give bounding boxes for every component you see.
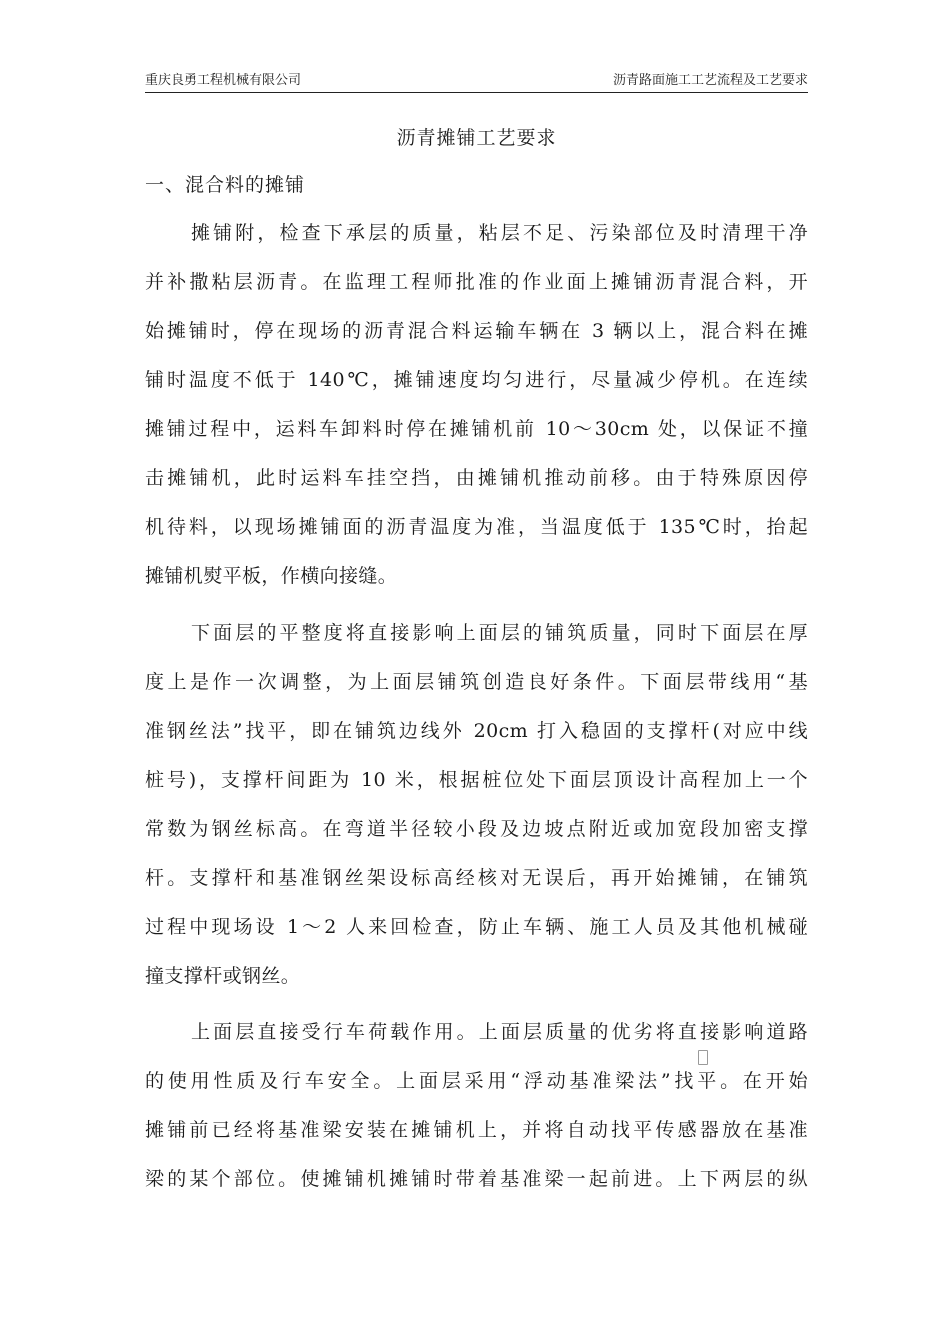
paragraph-line: 铺时温度不低于 140℃，摊铺速度均匀进行，尽量减少停机。在连续	[145, 369, 808, 391]
paragraph-line: 并补撒粘层沥青。在监理工程师批准的作业面上摊铺沥青混合料，开	[145, 271, 808, 293]
header-document-title: 沥青路面施工工艺流程及工艺要求	[612, 73, 808, 88]
paragraph-upper-layer	[145, 1017, 808, 1213]
paragraph-line: 机待料，以现场摊铺面的沥青温度为准，当温度低于 135℃时，抬起	[145, 516, 808, 538]
paragraph-line: 下面层的平整度将直接影响上面层的铺筑质量，同时下面层在厚	[191, 622, 808, 644]
section-heading: 一、混合料的摊铺	[145, 174, 306, 196]
paragraph-line: 准钢丝法”找平，即在铺筑边线外 20cm 打入稳固的支撑杆(对应中线	[145, 720, 808, 742]
page-title: 沥青摊铺工艺要求	[396, 127, 557, 149]
paragraph-line: 摊铺过程中，运料车卸料时停在摊铺机前 10～30cm 处，以保证不撞	[145, 418, 808, 440]
paragraph-line: 击摊铺机，此时运料车挂空挡，由摊铺机推动前移。由于特殊原因停	[145, 467, 808, 489]
paragraph-line: 摊铺机熨平板，作横向接缝。	[145, 565, 398, 587]
paragraph-line: 常数为钢丝标高。在弯道半径较小段及边坡点附近或加宽段加密支撑	[145, 818, 808, 840]
text-cursor-icon	[698, 1050, 708, 1065]
paragraph-line: 杆。支撑杆和基准钢丝架设标高经核对无误后，再开始摊铺，在铺筑	[145, 867, 808, 889]
paragraph-line: 撞支撑杆或钢丝。	[145, 965, 301, 987]
paragraph-line: 桩号)，支撑杆间距为 10 米，根据桩位处下面层顶设计高程加上一个	[145, 769, 808, 791]
paragraph-line: 梁的某个部位。使摊铺机摊铺时带着基准梁一起前进。上下两层的纵	[145, 1168, 808, 1190]
paragraph-line: 过程中现场设 1～2 人来回检查，防止车辆、施工人员及其他机械碰	[145, 916, 808, 938]
paragraph-line: 的使用性质及行车安全。上面层采用“浮动基准梁法”找平。在开始	[145, 1070, 808, 1092]
paragraph-paving-procedure	[145, 218, 808, 610]
paragraph-line: 始摊铺时，停在现场的沥青混合料运输车辆在 3 辆以上，混合料在摊	[145, 320, 808, 342]
page-header	[145, 72, 808, 90]
header-company-name: 重庆良勇工程机械有限公司	[145, 73, 302, 88]
paragraph-line: 摊铺附，检查下承层的质量，粘层不足、污染部位及时清理干净	[191, 222, 808, 244]
paragraph-lower-layer	[145, 618, 808, 1010]
paragraph-line: 摊铺前已经将基准梁安装在摊铺机上，并将自动找平传感器放在基准	[145, 1119, 808, 1141]
paragraph-line: 上面层直接受行车荷载作用。上面层质量的优劣将直接影响道路	[191, 1021, 808, 1043]
paragraph-line: 度上是作一次调整，为上面层铺筑创造良好条件。下面层带线用“基	[145, 671, 808, 693]
header-divider	[145, 92, 808, 93]
